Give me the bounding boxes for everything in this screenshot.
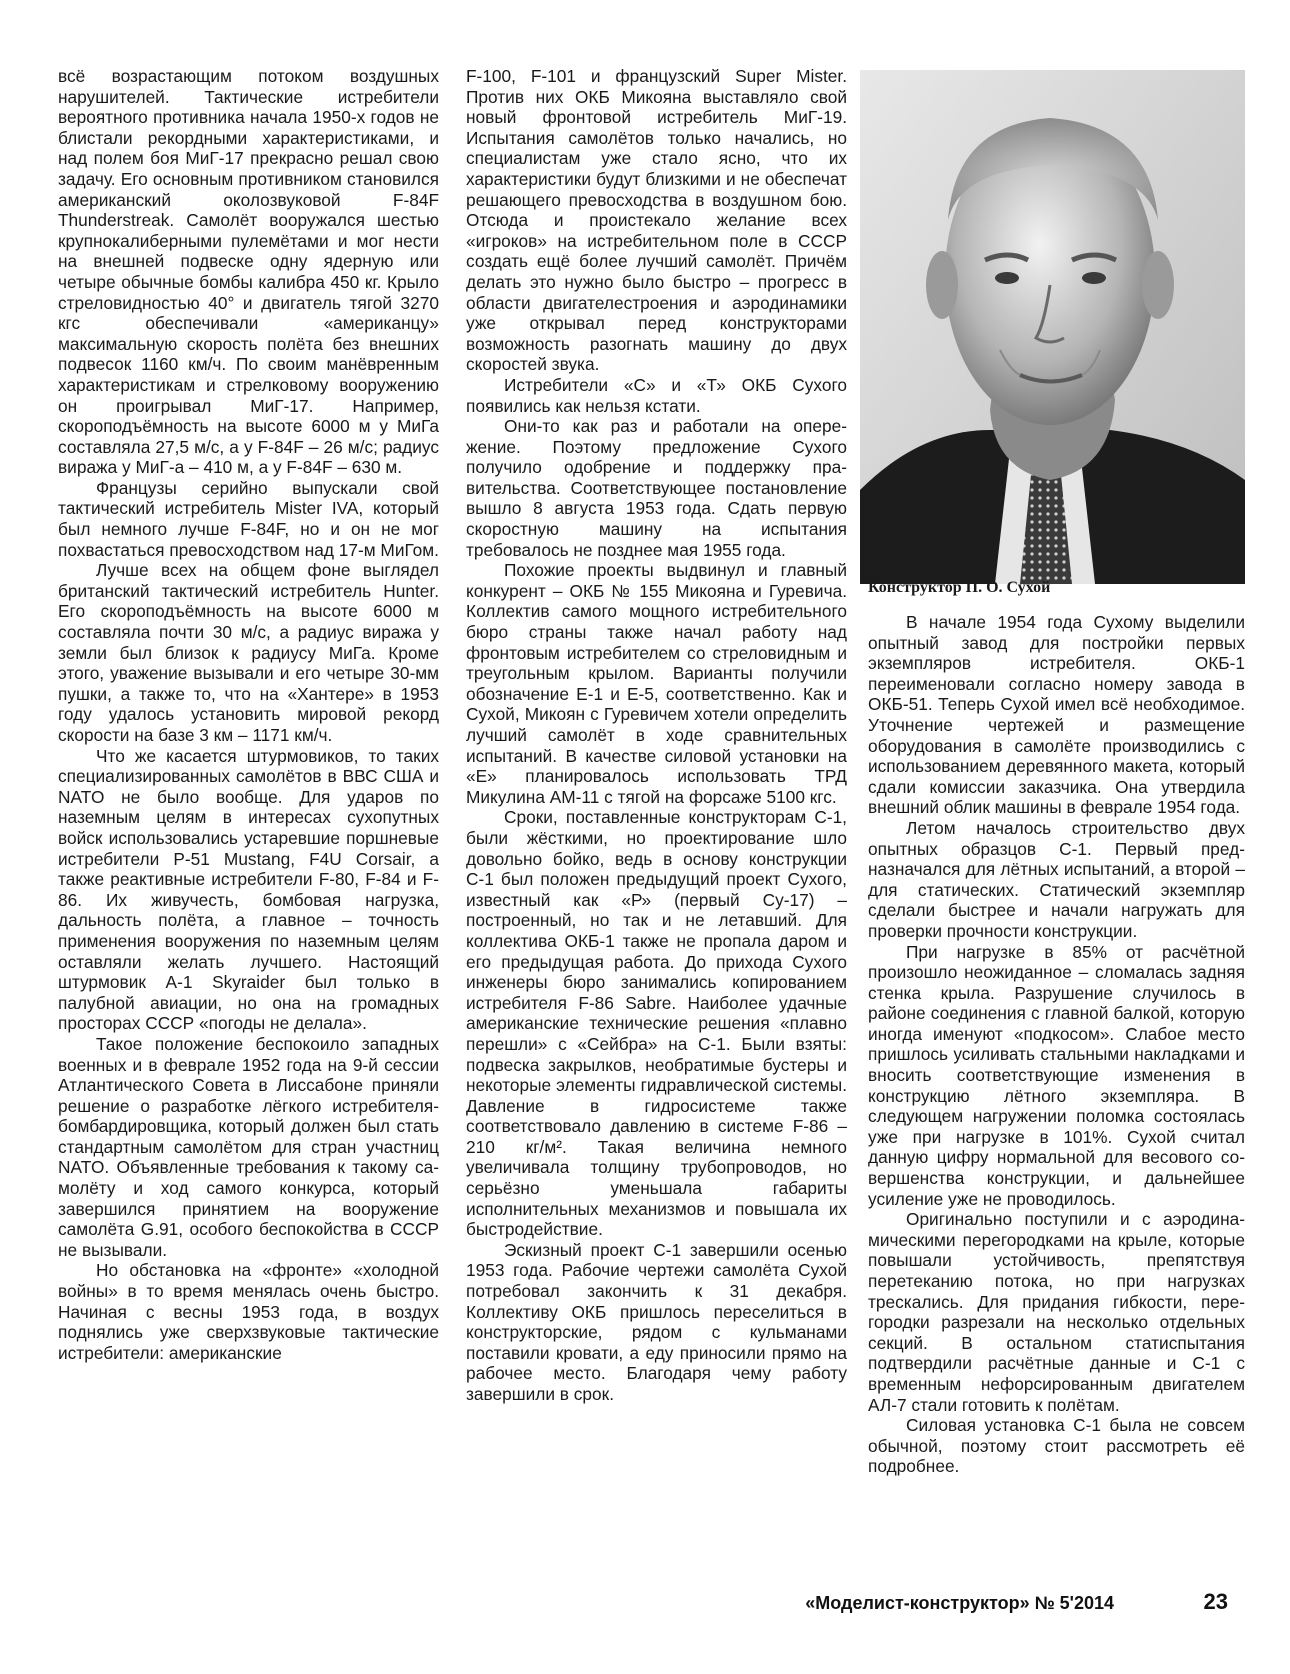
paragraph: Силовая установка С-1 была не совсем обычной, поэтому стоит рассмотреть её подробнее. bbox=[868, 1415, 1245, 1477]
paragraph: В начале 1954 года Сухому выделили опытный завод для постройки первых экземпляров истребителя. ОКБ-1 переименовали согласно номеру завода в ОКБ-51. Теперь Сухой имел всё необходимое. Уточнение чертежей и размещение оборудования в самолёте производились с использованием деревянного макета, который сдали комиссии заказчика. Она утвердила внешний облик машины в феврале 1954 года. bbox=[868, 612, 1245, 818]
paragraph: Оригинально поступили и с аэродинамическими перегородками на крыле, которые повышали устойчивость, препятствуя перетеканию потока, но при нагрузках трескались. Для придания гибкости, перегородки разрезали на несколько отдельных секций. В остальном статиспытания подтвердили расчётные данные и С-1 с временным нефорсированным двигателем АЛ-7 стали готовить к полётам. bbox=[868, 1209, 1245, 1415]
magazine-footer: «Моделист-конструктор» № 5'2014 bbox=[805, 1593, 1114, 1613]
paragraph: Лучше всех на общем фоне выглядел британский тактический истребитель Hunter. Его скороподъёмность на высоте 6000 м составляла почти 30 м/с, а радиус виража у земли был близок к радиусу МиГа. Кроме этого, уважение вызывали и его четыре 30-мм пушки, а также то, что на «Хантере» в 1953 году удалось установить мировой рекорд скорости на базе 3 км – 1171 км/ч. bbox=[58, 560, 439, 745]
paragraph: Эскизный проект С-1 завершили осенью 1953 года. Рабочие чертежи самолёта Сухой потребовал закончить к 31 декабря. Коллективу ОКБ пришлось переселиться в конструкторские, рядом с кульманами поставили кровати, а еду приносили прямо на рабочее место. Благодаря чему работу завершили в срок. bbox=[466, 1239, 847, 1404]
text-column-1 bbox=[58, 66, 439, 1363]
paragraph: При нагрузке в 85% от расчётной произошло неожиданное – сломалась задняя стенка крыла. Разрушение случилось в районе соединения с главной балкой, которую иногда именуют «подкосом». Слабое место пришлось усиливать стальными накладками и вносить соответствующие изменения в конструкцию лётного экземпляра. В следующем нагружении поломка состоялась уже при нагрузке в 101%. Сухой считал данную цифру нормальной для весового совершенства конструкции, и дальнейшее усиление уже не проводилось. bbox=[868, 941, 1245, 1209]
portrait-photo bbox=[860, 70, 1245, 584]
portrait-illustration bbox=[860, 70, 1245, 584]
text-column-2 bbox=[466, 66, 847, 1405]
paragraph: Похожие проекты выдвинул и главный конкурент – ОКБ № 155 Микояна и Гуревича. Коллектив самого мощного истребительного бюро страны также начал работу над фронтовым истребителем со стреловидным и треугольным крылом. Варианты получили обозначение Е-1 и Е-5, соответственно. Как и Сухой, Микоян с Гуревичем хотели определить лучший самолёт в ходе сравнительных испытаний. В качестве силовой установки на «Е» планировалось использовать ТРД Микулина АМ-11 с тягой на форсаже 5100 кгс. bbox=[466, 560, 847, 807]
paragraph: Летом началось строительство двух опытных образцов С-1. Первый предназначался для лётных испытаний, а второй – для статических. Статический экземпляр сделали быстрее и начали нагружать для проверки прочности конструкции. bbox=[868, 817, 1245, 941]
paragraph: Истребители «С» и «Т» ОКБ Сухого появились как нельзя кстати. bbox=[466, 374, 847, 416]
page-number: 23 bbox=[1203, 1589, 1228, 1614]
paragraph: Французы серийно выпускали свой тактический истребитель Mister IVA, который был немного лучше F-84F, но и он не мог похвастаться превосходством над 17-м МиГом. bbox=[58, 477, 439, 560]
text-column-3 bbox=[868, 612, 1245, 1477]
paragraph: Они-то как раз и работали на опережение. Поэтому предложение Сухого получило одобрение и поддержку правительства. Соответствующее постановление вышло 8 августа 1953 года. Сдать первую скоростную машину на испытания требовалось не позднее мая 1955 года. bbox=[466, 416, 847, 560]
paragraph: Такое положение беспокоило западных военных и в феврале 1952 года на 9-й сессии Атлантического Совета в Лиссабоне приняли решение о разработке лёгкого истребителя-бомбардировщика, который должен был стать стандартным самолётом для стран участниц NATO. Объявленные требования к такому самолёту и ход самого конкурса, который завершился принятием на вооружение самолёта G.91, особого беспокойства в СССР не вызывали. bbox=[58, 1033, 439, 1260]
paragraph: Но обстановка на «фронте» «холодной войны» в то время менялась очень быстро. Начиная с весны 1953 года, в воздух поднялись уже сверхзвуковые тактические истребители: американские bbox=[58, 1260, 439, 1363]
photo-caption: Конструктор П. О. Сухой bbox=[868, 579, 1051, 596]
paragraph: всё возрастающим потоком воздушных нарушителей. Тактические истребители вероятного противника начала 1950-х годов не блистали рекордными характеристиками, и над полем боя МиГ-17 прекрасно решал свою задачу. Его основным противником становился американский околозвуковой F-84F Thunderstreak. Самолёт вооружался шестью крупнокалиберными пулемётами и мог нести на внешней подвеске одну ядерную или четыре обычные бомбы калибра 450 кг. Крыло стреловидностью 40° и двигатель тягой 3270 кгс обеспечивали «американцу» максимальную скорость полёта без внешних подвесок 1160 км/ч. По своим манёвренным характеристикам и стрелковому вооружению он проигрывал МиГ-17. Например, скороподъёмность на высоте 6000 м у МиГа составляла 27,5 м/с, а у F-84F – 26 м/с; радиус виража у МиГ-а – 410 м, а у F-84F – 630 м. bbox=[58, 66, 439, 478]
paragraph: Сроки, поставленные конструкторам С-1, были жёсткими, но проектирование шло довольно бойко, ведь в основу конструкции С-1 был положен предыдущий проект Сухого, известный как «Р» (первый Су-17) – построенный, но так и не летавший. Для коллектива ОКБ-1 также не пропала даром и его предыдущая работа. До прихода Сухого инженеры бюро занимались копированием истребителя F-86 Sabre. Наиболее удачные американские технические решения «плавно перешли» с «Сейбра» на С-1. Были взяты: подвеска закрылков, необратимые бустеры и некоторые элементы гидравлической системы. Давление в гидросистеме также соответствовало давлению в системе F-86 – 210 кг/м². Такая величина немного увеличивала толщину трубопроводов, но серьёзно уменьшала габариты исполнительных механизмов и повышала их быстродействие. bbox=[466, 807, 847, 1240]
paragraph: Что же касается штурмовиков, то таких специализированных самолётов в ВВС США и NATO не было вообще. Для ударов по наземным целям в интересах сухопутных войск использовались устаревшие поршневые истребители P-51 Mustang, F4U Corsair, а также реактивные истребители F-80, F-84 и F-86. Их живучесть, бомбовая нагрузка, дальность полёта, а главное – точность применения вооружения по наземным целям оставляли желать лучшего. Настоящий штурмовик A-1 Skyraider был только в палубной авиации, но она на громадных просторах СССР «погоды не делала». bbox=[58, 745, 439, 1034]
paragraph: F-100, F-101 и французский Super Mister. Против них ОКБ Микояна выставляло свой новый фронтовой истребитель МиГ-19. Испытания самолётов только начались, но специалистам уже стало ясно, что их характеристики будут близкими и не обеспечат решающего превосходства в воздушном бою. Отсюда и проистекало желание всех «игроков» на истребительном поле в СССР создать ещё более лучший самолёт. Причём делать это нужно было быстро – прогресс в области двигателестроения и аэродинамики уже открывал перед конструкторами возможность разогнать машину до двух скоростей звука. bbox=[466, 66, 847, 375]
